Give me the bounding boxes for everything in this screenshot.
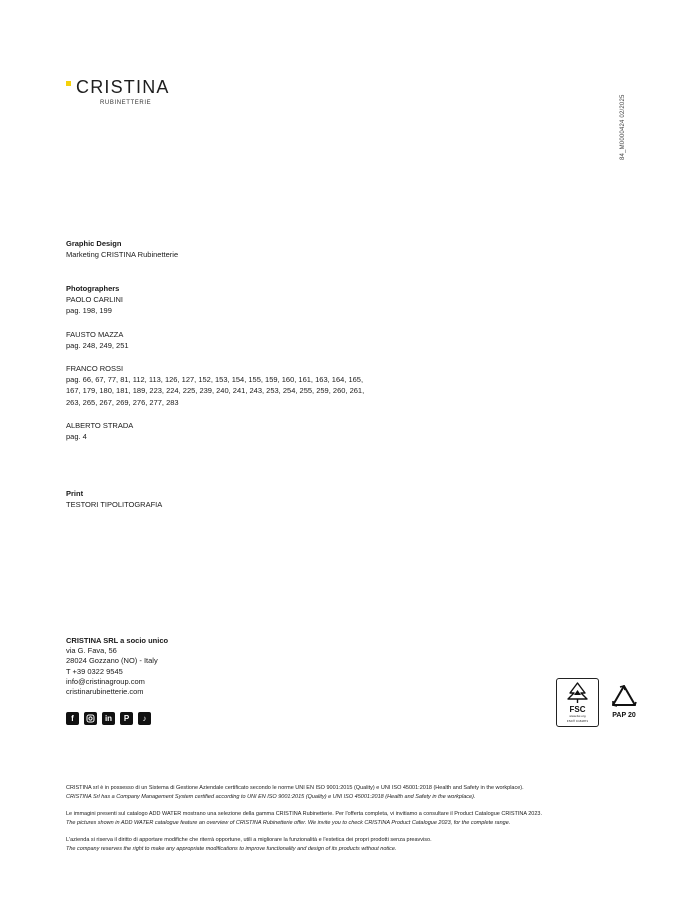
- rights-english: The company reserves the right to make any appropriate modifications to improve functionality and design of its products without notice.: [66, 845, 397, 852]
- pinterest-icon[interactable]: P: [120, 712, 133, 725]
- fsc-code: FSC® C161871: [566, 719, 589, 723]
- photographer-name: ALBERTO STRADA: [66, 421, 134, 430]
- photographer-entry: [66, 363, 364, 408]
- photographer-pages: pag. 198, 199: [66, 306, 112, 316]
- pap-label: PAP 20: [612, 712, 636, 719]
- document-code: 84_M0000424 02/2025: [620, 94, 626, 160]
- photographer-name: PAOLO CARLINI: [66, 295, 123, 305]
- brand-accent-square: [66, 81, 71, 86]
- photographers-section: [66, 283, 123, 317]
- address-line: 28024 Gozzano (NO) - Italy: [66, 656, 158, 666]
- photographer-name: FAUSTO MAZZA: [66, 330, 124, 339]
- company-name: CRISTINA SRL a socio unico: [66, 636, 169, 645]
- photographer-pages: 263, 265, 267, 269, 276, 277, 283: [66, 397, 179, 407]
- fsc-url: www.fsc.org: [569, 714, 586, 718]
- photographer-entry: [66, 329, 129, 351]
- fsc-tree-icon: [557, 679, 598, 705]
- photographers-heading: Photographers: [66, 284, 120, 293]
- certification-english: CRISTINA Srl has a Company Management System certified according to UNI EN ISO 9001:2015 (Quality) e UNI ISO 45001:2018 (Health and Safety in the workplace).: [66, 793, 476, 800]
- certification-note: [66, 784, 524, 801]
- linkedin-icon[interactable]: in: [102, 712, 115, 725]
- catalogue-italian: Le immagini presenti sul catalogo ADD WATER mostrano una selezione della gamma CRISTINA Rubinetterie. Per l'offerta completa, vi invitiamo a consultare il Product Catalogue CRISTINA 2023.: [66, 811, 543, 817]
- instagram-icon[interactable]: [84, 712, 97, 725]
- photographer-pages: 167, 179, 180, 181, 189, 223, 224, 225, 239, 240, 241, 243, 253, 254, 255, 259, 260, 261,: [66, 386, 365, 396]
- print-heading: Print: [66, 489, 84, 498]
- brand-subtitle: RUBINETTERIE: [100, 100, 152, 106]
- photographer-entry: [66, 420, 133, 442]
- recycle-icon: [608, 684, 640, 712]
- rights-italian: L'azienda si riserva il diritto di apportare modifiche che riterrà opportune, utili a migliorare la funzionalità e l'estetica dei propri prodotti senza preavviso.: [66, 837, 432, 843]
- website-link[interactable]: cristinarubinetterie.com: [66, 687, 144, 697]
- brand-name: CRISTINA: [76, 77, 170, 97]
- fsc-label: FSC: [569, 705, 586, 714]
- tiktok-icon[interactable]: ♪: [138, 712, 151, 725]
- rights-note: [66, 836, 432, 853]
- catalogue-note: [66, 810, 542, 827]
- company-address: [66, 636, 168, 697]
- graphic-design-section: [66, 238, 178, 260]
- photographer-pages: pag. 4: [66, 432, 87, 442]
- certification-italian: CRISTINA srl è in possesso di un Sistema di Gestione Aziendale certificato secondo le norme UNI EN ISO 9001:2015 (Quality) e UNI ISO 45001:2018 (Health and Safety in the workplace).: [66, 785, 524, 791]
- recycle-symbol: [608, 684, 640, 724]
- photographer-pages: pag. 66, 67, 77, 81, 112, 113, 126, 127, 152, 153, 154, 155, 159, 160, 161, 163, 164, 165,: [66, 375, 364, 385]
- social-icons: [66, 712, 151, 725]
- facebook-icon[interactable]: f: [66, 712, 79, 725]
- phone-line: T +39 0322 9545: [66, 666, 123, 676]
- photographer-name: FRANCO ROSSI: [66, 364, 124, 373]
- photographer-pages: pag. 248, 249, 251: [66, 341, 129, 351]
- catalogue-english: The pictures shown in ADD WATER catalogue feature an overview of CRISTINA Rubinetterie offer. We invite you to check CRISTINA Product Catalogue 2023, for the complete range.: [66, 819, 511, 826]
- email-link[interactable]: info@cristinagroup.com: [66, 676, 145, 686]
- graphic-design-heading: Graphic Design: [66, 239, 122, 248]
- address-line: via G. Fava, 56: [66, 646, 117, 656]
- fsc-logo: [556, 678, 599, 727]
- graphic-design-value: Marketing CRISTINA Rubinetterie: [66, 250, 179, 260]
- print-section: [66, 488, 162, 510]
- print-value: TESTORI TIPOLITOGRAFIA: [66, 500, 163, 510]
